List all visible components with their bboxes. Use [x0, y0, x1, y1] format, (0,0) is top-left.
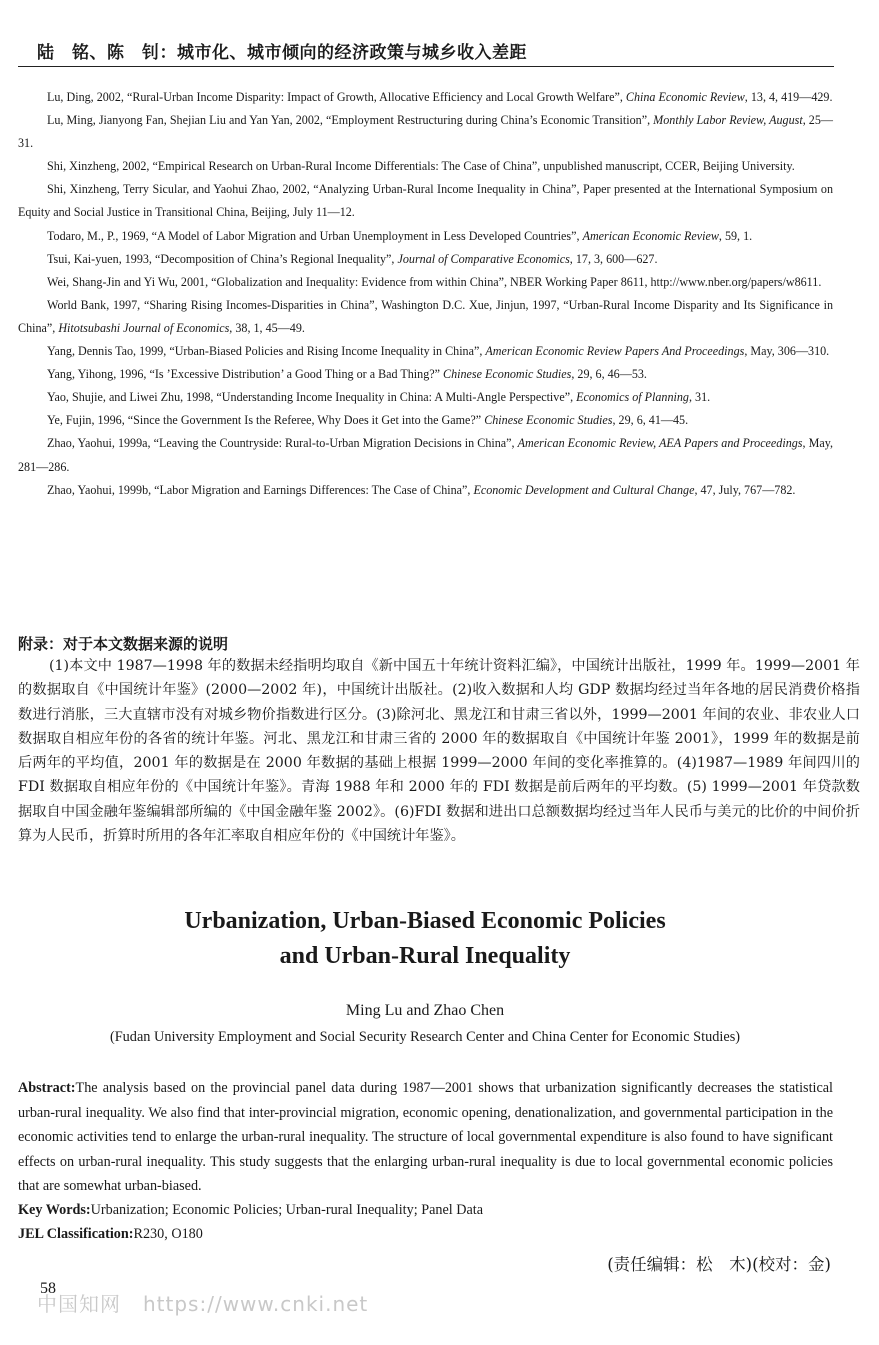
reference-item: [18, 386, 833, 409]
watermark-brand: 中国知网: [37, 1292, 121, 1316]
jel-text: R230, O180: [133, 1226, 203, 1242]
reference-source: China Economic Review: [625, 90, 745, 104]
reference-text: Wei, Shang-Jin and Yi Wu, 2001, “Globalization and Inequality: Evidence from within China”, NBER Working Paper 8611, http://www.nber.org/papers/w8611.: [47, 274, 822, 289]
reference-item: [18, 155, 833, 178]
reference-item: [18, 225, 833, 248]
reference-item: [18, 340, 833, 363]
english-title-line-1: Urbanization, Urban-Biased Economic Policies: [184, 908, 666, 934]
reference-list: [18, 86, 833, 502]
reference-source: Economics of Planning: [576, 390, 689, 405]
english-title: [0, 904, 850, 974]
reference-source: American Economic Review Papers And Proceedings: [485, 344, 745, 359]
reference-text: Zhao, Yaohui, 1999b, “Labor Migration and Earnings Differences: The Case of China”,: [47, 482, 474, 497]
reference-item: [18, 86, 833, 109]
reference-details: , 59, 1.: [718, 228, 753, 243]
reference-text: Yang, Yihong, 1996, “Is ’Excessive Distribution’ a Good Thing or a Bad Thing?”: [47, 367, 444, 382]
english-title-line-2: and Urban-Rural Inequality: [279, 943, 571, 969]
reference-source: Hitotsubashi Journal of Economics: [58, 320, 230, 335]
jel-classification: [18, 1226, 203, 1243]
reference-item: [18, 109, 833, 155]
reference-source: American Economic Review: [582, 228, 719, 243]
reference-text: Yao, Shujie, and Liwei Zhu, 1998, “Understanding Income Inequality in China: A Multi-Angle Perspective”,: [47, 390, 577, 405]
reference-item: [18, 248, 833, 271]
reference-source: Chinese Economic Studies: [484, 413, 613, 428]
authors: Ming Lu and Zhao Chen: [345, 1002, 505, 1019]
reference-details: , 17, 3, 600—627.: [569, 251, 658, 266]
appendix-body: (1)本文中 1987—1998 年的数据未经指明均取自《新中国五十年统计资料汇编》，中国统计出版社，1999 年。1999—2001 年的数据取自《中国统计年鉴》(2000—2002 年)，中国统计出版社。(2)收入数据和人均 GDP 数据均经过当年各地的居民消费价格指数进行消胀，三大直辖市没有对城乡物价指数进行区分。(3)除河北、黑龙江和甘肃三省以外，1999—2001 年间的农业、非农业人口数据取自相应年份的各省的统计年鉴。河北、黑龙江和甘肃三省的 2000 年的数据取自《中国统计年鉴 2001》，1999 年的数据是前后两年的平均值，2001 年的数据是在 2000 年数据的基础上根据 1999—2000 年间的变化率推算的。(4)1987—1989 年间四川的 FDI 数据取自相应年份的《中国统计年鉴》。青海 1988 年和 2000 年的 FDI 数据是前后两年的平均数。(5) 1999—2001 年贷款数据取自中国金融年鉴编辑部所编的《中国金融年鉴 2002》。(6)FDI 数据和进出口总额数据均经过当年人民币与美元的比价的中间价折算为人民币，折算时所用的各年汇率取自相应年份的《中国统计年鉴》。: [18, 658, 860, 845]
reference-text: Lu, Ding, 2002, “Rural-Urban Income Disparity: Impact of Growth, Allocative Efficiency and Local Growth Welfare”,: [47, 90, 626, 104]
abstract-label: Abstract:: [18, 1080, 76, 1096]
affiliation: (Fudan University Employment and Social Security Research Center and China Center for Economic Studies): [109, 1029, 741, 1045]
reference-text: Shi, Xinzheng, 2002, “Empirical Research on Urban-Rural Income Differentials: The Case of China”, unpublished manuscript, CCER, Beijing University.: [47, 159, 795, 174]
reference-item: [18, 178, 833, 224]
reference-details: , 31.: [688, 390, 711, 405]
reference-text: Ye, Fujin, 1996, “Since the Government Is the Referee, Why Does it Get into the Game?”: [47, 413, 485, 428]
jel-label: JEL Classification:: [18, 1226, 134, 1242]
header-rule: [18, 66, 834, 67]
keywords: [18, 1202, 483, 1219]
page-number: 58: [40, 1280, 56, 1297]
watermark-url: https://www.cnki.net: [143, 1292, 369, 1316]
abstract: [18, 1076, 833, 1199]
reference-text: Zhao, Yaohui, 1999a, “Leaving the Countryside: Rural-to-Urban Migration Decisions in China”,: [47, 436, 518, 451]
abstract-text: The analysis based on the provincial panel data during 1987—2001 shows that urbanization significantly decreases the statistical urban-rural inequality. We also find that inter-provincial migration, economic opening, denationalization, and governmental participation in the economic activities tend to enlarge the urban-rural inequality. The structure of local governmental expenditure is also found to have significant effects on urban-rural inequality. This study suggests that the enlarging urban-rural inequality is due to local governmental economic policies that are somewhat urban-biased.: [18, 1080, 833, 1195]
keywords-label: Key Words:: [18, 1202, 91, 1218]
editor-note: (责任编辑：松 木)(校对：金): [607, 1255, 831, 1274]
reference-source: Journal of Comparative Economics: [397, 251, 570, 266]
reference-details: , 13, 4, 419—429.: [744, 90, 833, 104]
reference-text: Yang, Dennis Tao, 1999, “Urban-Biased Policies and Rising Income Inequality in China”,: [47, 344, 486, 359]
keywords-text: Urbanization; Economic Policies; Urban-rural Inequality; Panel Data: [90, 1202, 484, 1218]
watermark: [37, 1288, 368, 1317]
reference-item: [18, 409, 833, 432]
reference-text: Todaro, M., P., 1969, “A Model of Labor Migration and Urban Unemployment in Less Developed Countries”,: [47, 228, 583, 243]
reference-text: Lu, Ming, Jianyong Fan, Shejian Liu and Yan Yan, 2002, “Employment Restructuring during China’s Economic Transition”,: [47, 113, 654, 128]
reference-details: , 29, 6, 41—45.: [612, 413, 689, 428]
reference-item: [18, 432, 833, 478]
reference-source: Economic Development and Cultural Change: [473, 482, 695, 497]
appendix-title: 附录：对于本文数据来源的说明: [18, 635, 229, 653]
reference-text: World Bank, 1997, “Sharing Rising Incomes-Disparities in China”, Washington D.C. Xue, Jinjun, 1997, “Urban-Rural Income Disparity and Its Significance in China”,: [18, 297, 833, 335]
reference-details: , May, 306—310.: [744, 344, 830, 359]
reference-source: Chinese Economic Studies: [443, 367, 572, 382]
reference-item: [18, 271, 833, 294]
reference-text: Shi, Xinzheng, Terry Sicular, and Yaohui Zhao, 2002, “Analyzing Urban-Rural Income Inequality in China”, Paper presented at the International Symposium on Equity and Social Justice in Transitional China, Beijing, July 11—12.: [18, 182, 833, 220]
reference-source: Monthly Labor Review, August: [653, 113, 803, 128]
reference-details: , 25—31.: [18, 113, 833, 151]
reference-item: [18, 294, 833, 340]
reference-item: [18, 479, 833, 502]
reference-details: , 29, 6, 46—53.: [571, 367, 647, 382]
running-head: 陆 铭、陈 钊：城市化、城市倾向的经济政策与城乡收入差距: [37, 43, 527, 63]
reference-details: , 38, 1, 45—49.: [229, 320, 305, 335]
reference-item: [18, 363, 833, 386]
reference-text: Tsui, Kai-yuen, 1993, “Decomposition of China’s Regional Inequality”,: [47, 251, 398, 266]
reference-details: , 47, July, 767—782.: [694, 482, 796, 497]
reference-details: , May, 281—286.: [18, 436, 834, 474]
reference-source: American Economic Review, AEA Papers and Proceedings: [517, 436, 803, 451]
